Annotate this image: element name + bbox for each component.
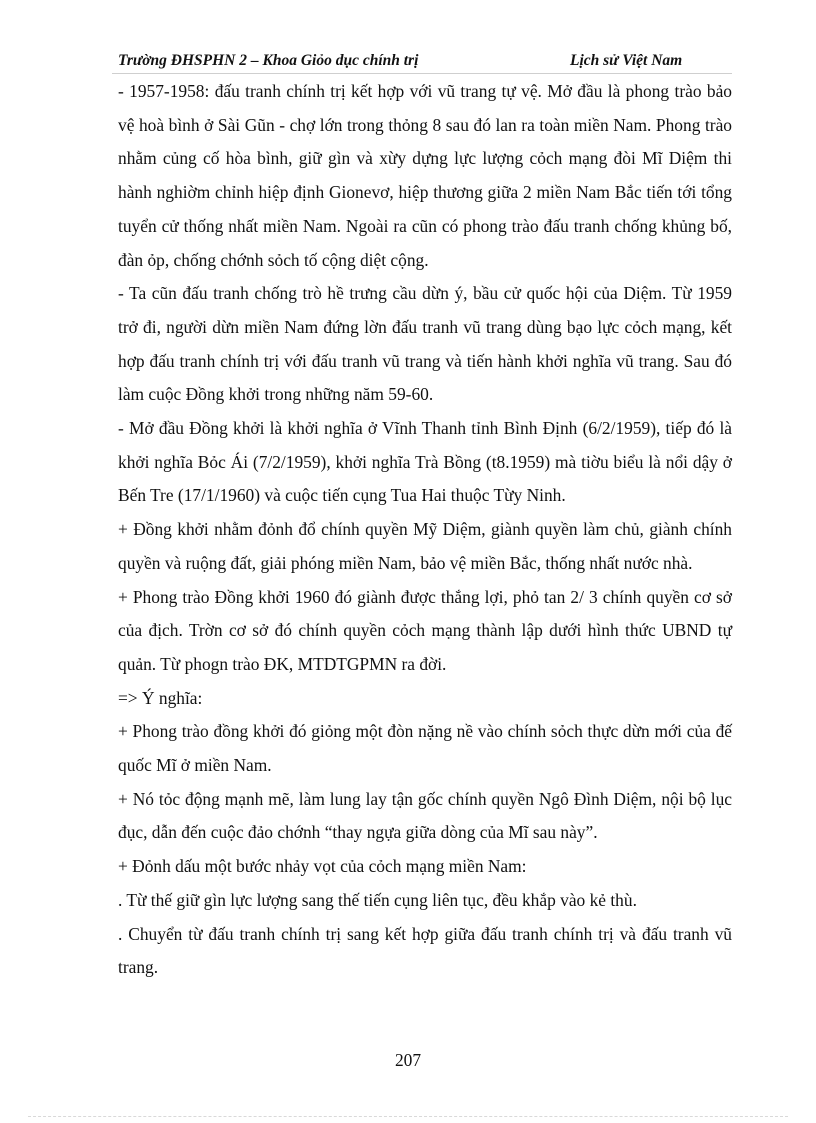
- paragraph: - 1957-1958: đấu tranh chính trị kết hợp với vũ trang tự vệ. Mở đầu là phong trào bảo vệ hoà bình ở Sài Gũn - chợ lớn trong thỏng 8 sau đó lan ra toàn miền Nam. Phong trào nhằm củng cố hòa bình, giữ gìn và xừy dựng lực lượng cỏch mạng đòi Mĩ Diệm thi hành nghiờm chỉnh hiệp định Gionevơ, hiệp thương giữa 2 miền Nam Bắc tiến tới tổng tuyển cử thống nhất miền Nam. Ngoài ra cũn có phong trào đấu tranh chống khủng bố, đàn ỏp, chống chớnh sỏch tố cộng diệt cộng.: [118, 81, 732, 270]
- header-right: Lịch sử Việt Nam: [570, 52, 683, 69]
- paragraph: + Đồng khởi nhằm đỏnh đổ chính quyền Mỹ Diệm, giành quyền làm chủ, giành chính quyền và ruộng đất, giải phóng miền Nam, bảo vệ miền Bắc, thống nhất nước nhà.: [118, 519, 732, 573]
- paragraph: - Ta cũn đấu tranh chống trò hề trưng cầu dừn ý, bầu cử quốc hội của Diệm. Từ 1959 trở đi, người dừn miền Nam đứng lờn đấu tranh vũ trang dùng bạo lực cỏch mạng, kết hợp đấu tranh chính trị với đấu tranh vũ trang và tiến hành khởi nghĩa vũ trang. Sau đó làm cuộc Đồng khởi trong những năm 59-60.: [118, 283, 732, 405]
- paragraph: . Từ thế giữ gìn lực lượng sang thế tiến cụng liên tục, đều khắp vào kẻ thù.: [118, 889, 637, 910]
- paragraph: . Chuyển từ đấu tranh chính trị sang kết hợp giữa đấu tranh chính trị và đấu tranh vũ trang.: [118, 923, 732, 978]
- paragraph: - Mở đầu Đồng khởi là khởi nghĩa ở Vĩnh Thanh tỉnh Bình Định (6/2/1959), tiếp đó là khởi nghĩa Bỏc Ái (7/2/1959), khởi nghĩa Trà Bồng (t8.1959) mà tiờu biểu là nổi dậy ở Bến Tre (17/1/1960) và cuộc tiến cụng Tua Hai thuộc Từy Ninh.: [118, 418, 732, 506]
- header-left: Trường ĐHSPHN 2 – Khoa Giỏo dục chính trị: [118, 52, 419, 69]
- body-text: [118, 75, 732, 985]
- page-number: 207: [394, 1050, 422, 1070]
- page-bottom-divider: [28, 1116, 788, 1117]
- paragraph: + Đỏnh dấu một bước nhảy vọt của cỏch mạng miền Nam:: [118, 856, 527, 877]
- paragraph: + Phong trào Đồng khởi 1960 đó giành được thắng lợi, phỏ tan 2/ 3 chính quyền cơ sở của địch. Trờn cơ sở đó chính quyền cỏch mạng thành lập dưới hình thức UBND tự quản. Từ phogn trào ĐK, MTDTGPMN ra đời.: [118, 586, 732, 674]
- paragraph: + Nó tỏc động mạnh mẽ, làm lung lay tận gốc chính quyền Ngô Đình Diệm, nội bộ lục đục, dẫn đến cuộc đảo chớnh “thay ngựa giữa dòng của Mĩ sau này”.: [118, 788, 732, 843]
- header-divider: [112, 73, 732, 74]
- paragraph: => Ý nghĩa:: [118, 687, 203, 708]
- paragraph: + Phong trào đồng khởi đó giỏng một đòn nặng nề vào chính sỏch thực dừn mới của đế quốc Mĩ ở miền Nam.: [118, 721, 732, 776]
